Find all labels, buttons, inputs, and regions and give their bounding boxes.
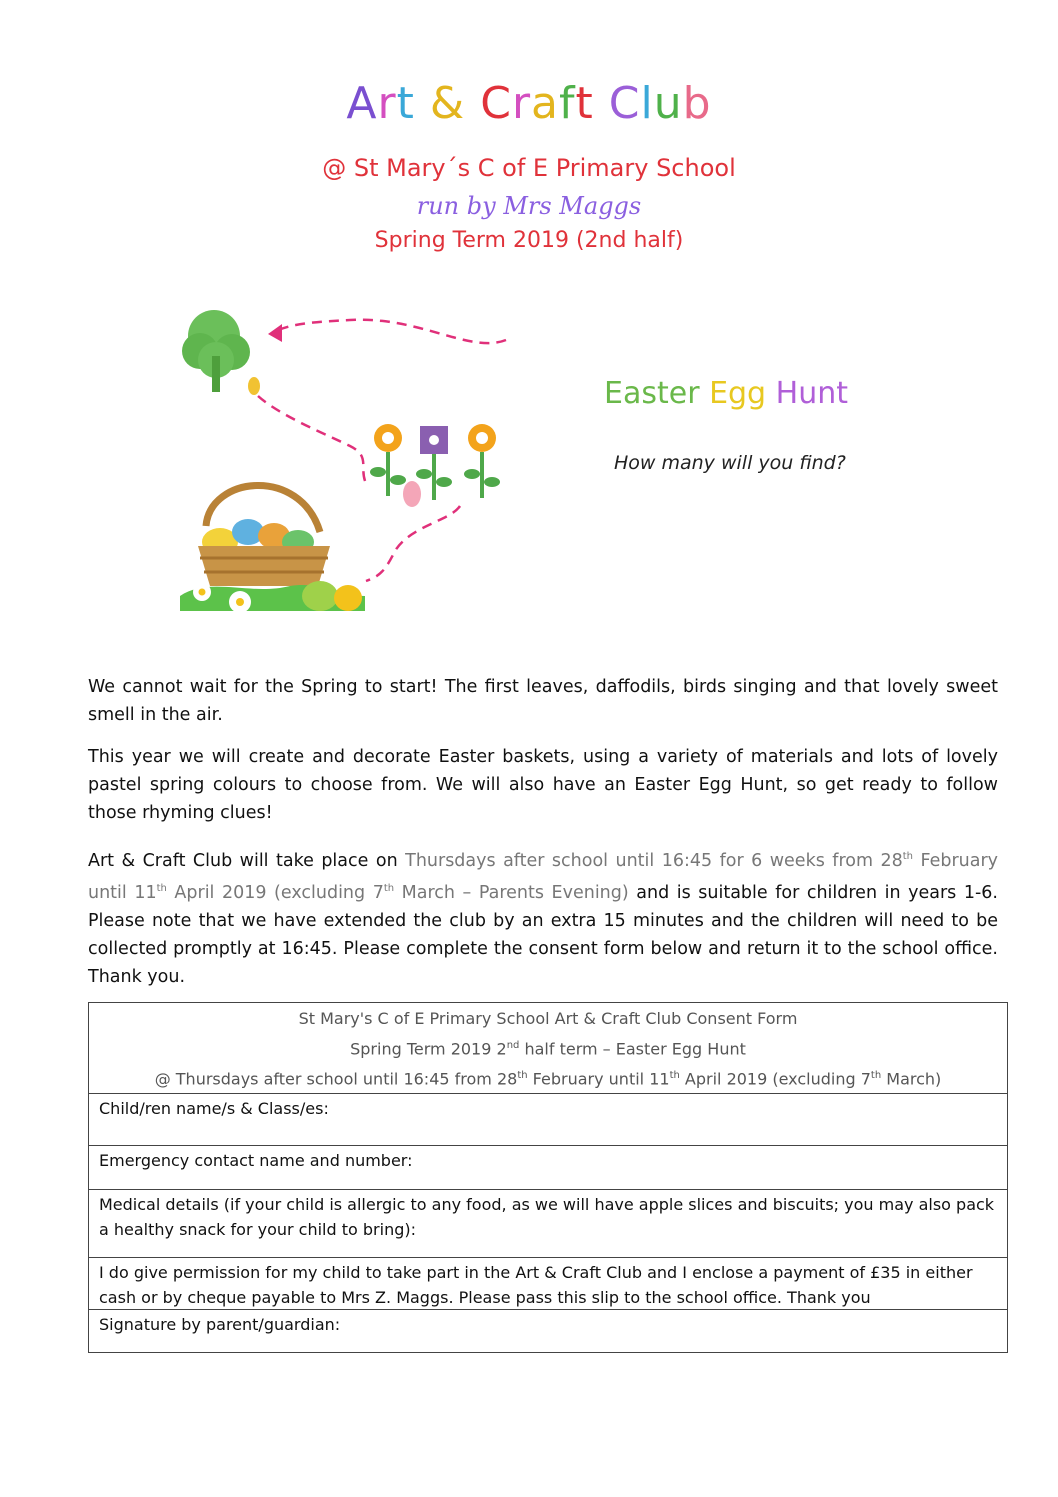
egg-icon [248,377,260,395]
trail-arrowhead [268,324,282,342]
title-letter: a [531,78,559,129]
title-letter: C [480,78,512,129]
consent-form [88,1002,1008,1353]
hunt-subtitle: How many will you find? [614,452,846,474]
schedule-text: Art & Craft Club will take place on [88,850,406,871]
schedule-highlight: Thursdays after school until 16:45 for 6 weeks from 28th February until 11th April 2019 (excluding 7th March – Parents Evening) [88,850,999,903]
form-heading-3: @ Thursdays after school until 16:45 from 28th February until 11th April 2019 (excluding 7th March) [154,1069,942,1089]
run-by: run by Mrs Maggs [416,192,642,220]
easter-illustration [170,296,520,626]
title-letter: u [653,78,683,129]
title-letter: f [559,78,576,129]
flower-icon [370,424,406,496]
dashed-trail [274,320,506,343]
emergency-contact-field[interactable]: Emergency contact name and number: [89,1146,1007,1190]
form-heading-2: Spring Term 2019 2nd half term – Easter Egg Hunt [350,1039,746,1059]
basket-icon [180,485,365,613]
intro-paragraph: We cannot wait for the Spring to start! The first leaves, daffodils, birds singing and that lovely sweet smell in the air. [88,677,998,725]
title-letter: t [396,78,415,129]
signature-field[interactable]: Signature by parent/guardian: [99,1314,341,1334]
title-letter: b [682,78,712,129]
title-letter [594,78,609,129]
child-name-field[interactable]: Child/ren name/s & Class/es: [89,1094,1007,1146]
form-heading-1: St Mary's C of E Primary School Art & Craft Club Consent Form [298,1009,798,1028]
school-name: @ St Mary´s C of E Primary School [322,154,736,182]
title-letter: r [377,78,397,129]
title-letter: & [429,78,466,129]
permission-statement: I do give permission for my child to take part in the Art & Craft Club and I enclose a payment of £35 in either cash or by cheque payable to Mrs Z. Maggs. Please pass this slip to the school office. Thank you [89,1258,1007,1310]
hunt-title-part: Hunt [775,376,848,411]
flower-icon [416,426,452,500]
activity-paragraph: This year we will create and decorate Easter baskets, using a variety of materials and lots of lovely pastel spring colours to choose from. We will also have an Easter Egg Hunt, so get ready to follow those rhyming clues! [88,747,998,823]
title-letter [415,78,430,129]
tree-icon [182,310,250,392]
schedule-paragraph [88,843,998,991]
flower-icon [464,424,500,498]
page-title [0,78,1058,129]
hunt-title [604,376,848,411]
egg-icon [403,481,421,507]
consent-form-header [89,1003,1007,1094]
title-letter: t [575,78,594,129]
hunt-title-part: Easter [604,376,710,411]
title-letter: A [346,78,378,129]
title-letter: C [608,78,641,129]
term: Spring Term 2019 (2nd half) [374,228,684,253]
title-letter: r [511,78,532,129]
hunt-title-part: Egg [709,376,776,411]
medical-details-field[interactable]: Medical details (if your child is allergic to any food, as we will have apple slices and biscuits; you may also pack a healthy snack for your child to bring): [89,1190,1007,1258]
schedule-text-rest: and is suitable for children in years 1-6. Please note that we have extended the club by an extra 15 minutes and the children will need to be collected promptly at 16:45. Please complete the consent form below and return it to the school office. Thank you. [88,882,998,987]
title-letter [465,78,480,129]
title-letter: l [640,78,654,129]
